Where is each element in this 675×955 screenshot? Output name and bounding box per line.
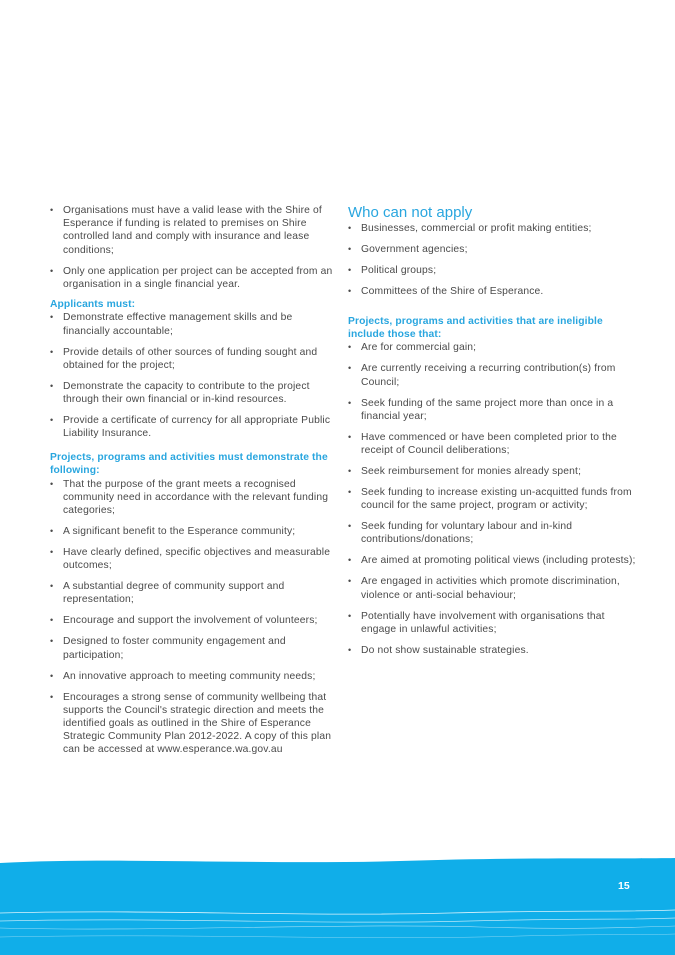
list-item-text: Seek reimbursement for monies already spent; <box>361 466 582 477</box>
list-item <box>50 414 337 440</box>
list-item <box>348 431 636 457</box>
bullet-icon: • <box>348 363 352 374</box>
applicants-list <box>50 311 337 440</box>
bullet-icon: • <box>50 205 54 215</box>
list-item <box>50 546 337 572</box>
applicants-heading: Applicants must: <box>50 298 136 310</box>
list-item <box>348 222 636 235</box>
list-item <box>50 204 337 257</box>
list-item-text: Encourages a strong sense of community wellbeing that supports the Council's strategic direction and meets the identified goals as outlined in the Shire of Esperance Strategic Community Plan 2012-2022. A copy of this plan can be accessed at www.esperance.wa.gov.au <box>63 691 332 756</box>
page-number: 15 <box>618 880 630 892</box>
list-item-text: Potentially have involvement with organisations that engage in unlawful activities; <box>361 610 605 635</box>
list-item-text: Encourage and support the involvement of volunteers; <box>63 615 318 627</box>
bullet-icon: • <box>348 342 352 353</box>
bullet-icon: • <box>50 265 54 276</box>
bullet-icon: • <box>348 286 352 296</box>
bullet-icon: • <box>50 312 54 323</box>
list-item <box>50 525 337 538</box>
left-column <box>50 204 337 764</box>
list-item <box>348 285 636 298</box>
bullet-icon: • <box>348 521 352 532</box>
list-item-text: Provide a certificate of currency for all appropriate Public Liability Insurance. <box>63 415 331 440</box>
bullet-icon: • <box>50 547 54 558</box>
list-item <box>50 380 337 406</box>
list-item <box>348 644 636 657</box>
list-item <box>348 554 636 567</box>
list-item-text: Political groups; <box>361 265 437 276</box>
list-item <box>50 614 337 627</box>
list-item-text: A substantial degree of community support and representation; <box>63 581 285 606</box>
list-item-text: Are for commercial gain; <box>361 342 477 354</box>
bullet-icon: • <box>50 670 54 681</box>
list-item-text: Have clearly defined, specific objectives and measurable outcomes; <box>63 547 331 572</box>
intro-list <box>50 204 337 291</box>
list-item-text: Are engaged in activities which promote discrimination, violence or anti-social behaviour; <box>361 576 620 601</box>
bullet-icon: • <box>50 526 54 537</box>
list-item-text: Committees of the Shire of Esperance. <box>361 286 544 297</box>
list-item <box>50 478 337 518</box>
list-item <box>348 465 636 478</box>
list-item-text: An innovative approach to meeting community needs; <box>63 670 316 682</box>
list-item-text: Provide details of other sources of funding sought and obtained for the project; <box>63 346 318 371</box>
bullet-icon: • <box>348 644 352 655</box>
list-item-text: A significant benefit to the Esperance community; <box>63 526 296 538</box>
ineligible-heading: Projects, programs and activities that are ineligible include those that: <box>348 316 603 340</box>
cannot-apply-list <box>348 222 636 298</box>
list-item-text: Demonstrate the capacity to contribute to the project through their own financial or in-kind resources. <box>63 380 310 406</box>
bullet-icon: • <box>348 576 352 587</box>
bullet-icon: • <box>348 223 352 233</box>
bullet-icon: • <box>50 478 54 489</box>
list-item <box>50 635 337 661</box>
bullet-icon: • <box>348 397 352 408</box>
list-item-text: Only one application per project can be accepted from an organisation in a single financial year. <box>63 265 333 290</box>
list-item-text: Organisations must have a valid lease with the Shire of Esperance if funding is related to premises on Shire controlled land and comply with insurance and lease conditions; <box>63 205 322 256</box>
list-item <box>348 397 636 423</box>
list-item <box>50 265 337 291</box>
list-item <box>50 580 337 606</box>
bullet-icon: • <box>50 380 54 391</box>
ineligible-list <box>348 341 636 657</box>
list-item-text: Are currently receiving a recurring contribution(s) from Council; <box>361 363 616 388</box>
list-item-text: Have commenced or have been completed prior to the receipt of Council deliberations; <box>361 431 617 456</box>
list-item <box>50 670 337 683</box>
list-item <box>348 610 636 636</box>
list-item <box>50 311 337 337</box>
list-item <box>50 346 337 372</box>
right-column <box>348 204 636 665</box>
bullet-icon: • <box>348 265 352 275</box>
bullet-icon: • <box>348 487 352 497</box>
list-item <box>348 520 636 546</box>
list-item <box>348 362 636 388</box>
demonstrate-list <box>50 478 337 757</box>
list-item-text: Seek funding for voluntary labour and in-kind contributions/donations; <box>361 521 573 546</box>
list-item-text: Government agencies; <box>361 244 468 255</box>
list-item-text: Seek funding of the same project more than once in a financial year; <box>361 397 614 422</box>
bullet-icon: • <box>348 466 352 476</box>
wave-fill <box>0 858 675 955</box>
bullet-icon: • <box>50 615 54 626</box>
list-item-text: Businesses, commercial or profit making entities; <box>361 223 592 234</box>
list-item <box>50 691 337 757</box>
bullet-icon: • <box>348 555 352 566</box>
bullet-icon: • <box>50 581 54 592</box>
bullet-icon: • <box>50 636 54 647</box>
bullet-icon: • <box>348 610 352 621</box>
demonstrate-heading: Projects, programs and activities must demonstrate the following: <box>50 452 328 477</box>
bullet-icon: • <box>348 431 352 442</box>
bullet-icon: • <box>50 415 54 426</box>
list-item-text: Are aimed at promoting political views (including protests); <box>361 555 636 567</box>
bullet-icon: • <box>50 691 54 702</box>
list-item-text: Seek funding to increase existing un-acquitted funds from council for the same project, program or activity; <box>361 487 632 512</box>
list-item-text: That the purpose of the grant meets a recognised community need in accordance with the relevant funding categories; <box>63 478 329 517</box>
list-item-text: Designed to foster community engagement and participation; <box>63 636 286 661</box>
bullet-icon: • <box>348 244 352 254</box>
who-cannot-apply-heading: Who can not apply <box>348 204 473 221</box>
bullet-icon: • <box>50 346 54 357</box>
list-item <box>348 243 636 256</box>
list-item <box>348 264 636 277</box>
list-item <box>348 575 636 601</box>
list-item-text: Do not show sustainable strategies. <box>361 644 529 656</box>
list-item-text: Demonstrate effective management skills and be financially accountable; <box>63 312 293 337</box>
list-item <box>348 486 636 512</box>
list-item <box>348 341 636 354</box>
footer-wave <box>0 855 675 955</box>
